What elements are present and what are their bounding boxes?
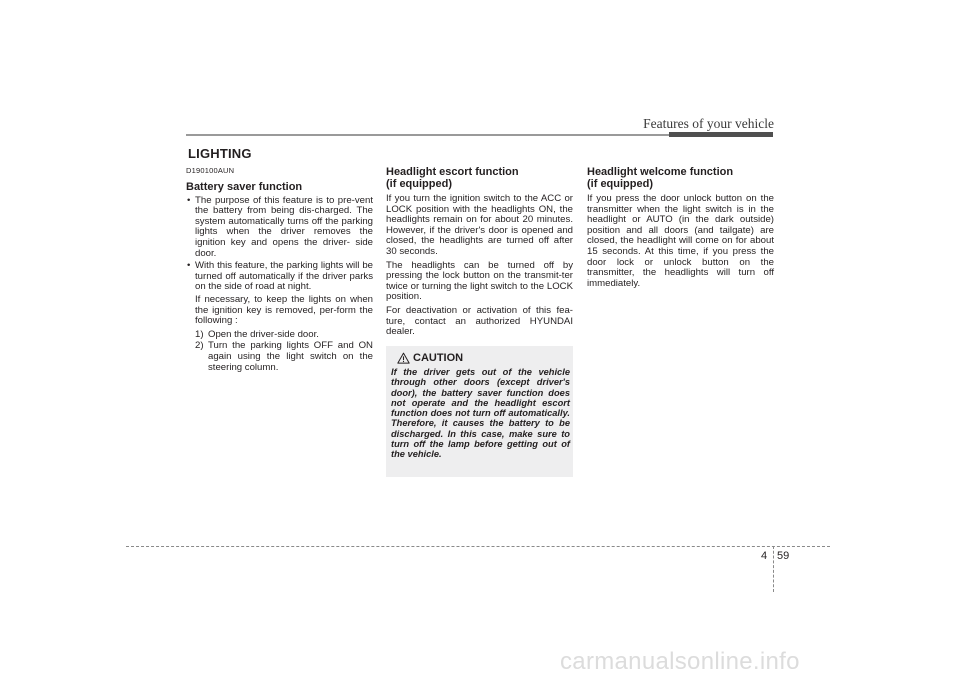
page-number: 59: [777, 550, 790, 562]
step-item: [186, 330, 373, 341]
step-text: Turn the parking lights OFF and ON again using the light switch on the steering column.: [208, 340, 373, 373]
list-item: [186, 196, 373, 260]
page-number-separator: [773, 546, 774, 592]
paragraph: For deactivation or activation of this fea-ture, contact an authorized HYUNDAI dealer.: [386, 304, 573, 338]
headlight-escort-heading: [386, 166, 573, 190]
battery-saver-heading: Battery saver function: [186, 180, 303, 193]
step-text: Open the driver-side door.: [208, 328, 319, 340]
heading-line: (if equipped): [587, 178, 653, 190]
caution-text: If the driver gets out of the vehicle through other doors (except driver's door), the battery saver function does not operate and the headlight escort function does not turn off automatically. Therefore, it causes the battery to be discharged. In this case, make sure to turn off the lamp before getting out of the vehicle.: [391, 367, 570, 460]
header-divider-accent: [669, 132, 773, 137]
section-title: LIGHTING: [188, 146, 252, 161]
paragraph: If you turn the ignition switch to the ACC or LOCK position with the headlights ON, the headlights remain on for about 20 minutes. However, if the driver's door is opened and closed, the headlights are turned off after 30 seconds.: [386, 193, 573, 257]
bullet-icon: •: [187, 260, 191, 272]
bullet-continuation: If necessary, to keep the lights on when the ignition key is removed, per-form the following :: [195, 293, 373, 327]
column-battery-saver: [186, 166, 373, 374]
header-title: Features of your vehicle: [643, 116, 774, 131]
headlight-welcome-heading: [587, 166, 774, 190]
caution-box: [386, 346, 573, 477]
paragraph: The headlights can be turned off by pressing the lock button on the transmit-ter twice or turning the light switch to the LOCK position.: [386, 259, 573, 303]
column-headlight-welcome: [587, 166, 774, 292]
heading-line: Headlight welcome function: [587, 166, 734, 178]
caution-title: CAUTION: [413, 352, 464, 364]
paragraph: If you press the door unlock button on the transmitter when the light switch is in the headlight or AUTO (in the dark outside) position and all doors (and tailgate) are closed, the headlight will come on for about 15 seconds. At this time, if you press the door lock or unlock button on the transmitter, the headlights will turn off immediately.: [587, 193, 774, 289]
battery-saver-list: [186, 196, 373, 293]
step-item: [186, 341, 373, 373]
bullet-text: With this feature, the parking lights will be turned off automatically if the driver parks on the side of road at night.: [195, 260, 373, 293]
chapter-number: 4: [761, 550, 768, 562]
header-divider: [186, 134, 669, 136]
watermark: carmanualsonline.info: [560, 648, 800, 675]
step-number: 2): [195, 340, 204, 352]
footer-divider: [126, 546, 830, 547]
list-item: [186, 261, 373, 293]
caution-header: [397, 352, 570, 364]
reference-code: D190100AUN: [186, 166, 235, 175]
step-number: 1): [195, 328, 204, 340]
heading-line: (if equipped): [386, 178, 452, 190]
bullet-icon: •: [187, 194, 191, 206]
bullet-text: The purpose of this feature is to pre-vent the battery from being dis-charged. The system automatically turns off the parking lights when the driver removes the ignition key and opens the driver- side door.: [195, 194, 373, 259]
heading-line: Headlight escort function: [386, 166, 519, 178]
column-headlight-escort: [386, 166, 573, 341]
warning-triangle-icon: [397, 352, 410, 364]
